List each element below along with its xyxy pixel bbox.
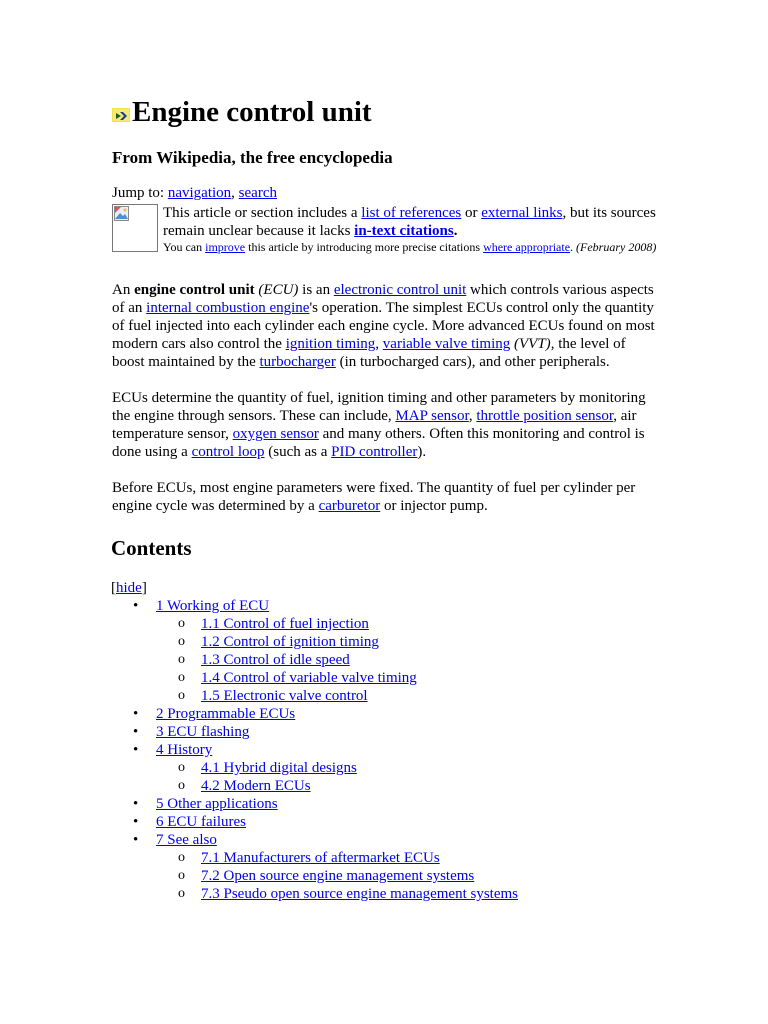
toc-bracket-open: [ [111,580,116,596]
toc-bullet: • [133,796,139,812]
toc-sublist [156,849,657,903]
internal-combustion-engine-link[interactable]: internal combustion engine [146,300,310,316]
toc-sub-bullet: o [178,634,185,649]
toc-bullet: • [133,832,139,848]
notice-text-3: , but its sources remain unclear because it lacks [163,205,656,239]
toc-link[interactable]: 7 See also [156,832,217,848]
p2-text: (such as a [264,444,332,460]
turbocharger-link[interactable]: turbocharger [259,354,336,370]
title-row [112,90,657,134]
carburetor-link[interactable]: carburetor [318,498,381,514]
toc-sublink[interactable]: 4.1 Hybrid digital designs [201,760,357,776]
toc-subitem [156,759,657,777]
toc-subitem [156,651,657,669]
map-sensor-link[interactable]: MAP sensor [395,408,469,424]
p2-text: and many others. Often this monitoring and control is done using a [112,426,645,460]
p1-text: is an [298,282,334,298]
toc-sublink[interactable]: 1.4 Control of variable valve timing [201,670,417,686]
toc-link[interactable]: 5 Other applications [156,796,278,812]
toc-sublink[interactable]: 1.2 Control of ignition timing [201,634,379,650]
article-page [112,90,657,903]
broken-image-icon [112,204,158,252]
toc-item [112,741,657,795]
improve-link[interactable]: improve [205,240,246,254]
p1-abbr-ecu: (ECU) [258,282,299,298]
toc-sub-bullet: o [178,616,185,631]
toc-bullet: • [133,724,139,740]
p1-text: , [375,336,383,352]
toc-item [112,813,657,831]
toc-sublist [156,759,657,795]
page-title: Engine control unit [132,96,372,128]
notice-sub [163,240,657,255]
toc-sublink[interactable]: 7.1 Manufacturers of aftermarket ECUs [201,850,440,866]
toc-link[interactable]: 4 History [156,742,213,758]
toc-link[interactable]: 2 Programmable ECUs [156,706,296,722]
intro-paragraph [112,281,657,371]
toc-sub-bullet: o [178,670,185,685]
toc-item [112,795,657,813]
toc-bullet: • [133,598,139,614]
toc-subitem [156,849,657,867]
toc-sublist [156,615,657,705]
p1-text: , the level of boost maintained by the [112,336,626,370]
toc-bullet: • [133,814,139,830]
toc-sub-bullet: o [178,868,185,883]
toc-subitem [156,615,657,633]
variable-valve-timing-link[interactable]: variable valve timing [382,336,511,352]
p1-abbr-vvt: (VVT) [514,336,551,352]
notice-text-4: . [453,223,458,239]
jump-navigation-link[interactable]: navigation [167,185,232,201]
jump-prefix: Jump to: [112,185,168,201]
p1-text: (in turbocharged cars), and other peripherals. [335,354,610,370]
toc-sublink[interactable]: 7.2 Open source engine management systems [201,868,475,884]
toc-link[interactable]: 6 ECU failures [156,814,246,830]
p1-text: which controls various aspects of an [112,282,654,316]
toc-subitem [156,777,657,795]
p1-text: 's operation. The simplest ECUs control only the quantity of fuel injected into each cylinder each engine cycle. More advanced ECUs found on most modern cars also control the [112,300,655,352]
toc-subitem [156,633,657,651]
toc-toggle [111,579,657,597]
toc-sublink[interactable]: 1.1 Control of fuel injection [201,616,369,632]
toc-sub-bullet: o [178,778,185,793]
citation-notice [112,204,657,255]
p1-bold-term: engine control unit [134,282,255,298]
toc-sublink[interactable]: 4.2 Modern ECUs [201,778,311,794]
toc-sub-bullet: o [178,760,185,775]
toc-link[interactable]: 1 Working of ECU [156,598,270,614]
notice-sub-text-2: this article by introducing more precise citations [245,240,484,254]
notice-main [163,204,657,240]
toc-sublink[interactable]: 1.5 Electronic valve control [201,688,368,704]
toc-subitem [156,669,657,687]
jump-search-link[interactable]: search [238,185,277,201]
toc-bullet: • [133,742,139,758]
notice-sub-text-1: You can [163,240,206,254]
toc-sub-bullet: o [178,850,185,865]
notice-text-1: This article or section includes a [163,205,362,221]
toc-subitem [156,867,657,885]
toc-sub-bullet: o [178,886,185,901]
where-appropriate-link[interactable]: where appropriate [483,240,571,254]
toc-bullet: • [133,706,139,722]
toc-list [112,597,657,903]
p2-text: ECUs determine the quantity of fuel, ignition timing and other parameters by monitoring the engine through sensors. These can include, [112,390,646,424]
toc-item [112,723,657,741]
in-text-citations-link[interactable]: in-text citations [354,223,454,239]
notice-sub-text-3: . [570,240,577,254]
jump-links [112,184,657,202]
toc-sublink[interactable]: 7.3 Pseudo open source engine management systems [201,886,519,902]
page-subtitle: From Wikipedia, the free encyclopedia [112,148,393,167]
p2-text: ). [417,444,427,460]
toc-hide-link[interactable]: hide [116,580,142,596]
control-loop-link[interactable]: control loop [191,444,265,460]
p3-text: Before ECUs, most engine parameters were fixed. The quantity of fuel per cylinder per engine cycle was determined by a [112,480,636,514]
toc-link[interactable]: 3 ECU flashing [156,724,250,740]
toc-heading: Contents [111,536,192,560]
electronic-control-unit-link[interactable]: electronic control unit [333,282,467,298]
toc-sub-bullet: o [178,652,185,667]
ignition-timing-link[interactable]: ignition timing [285,336,376,352]
notice-text-2: or [461,205,482,221]
notice-text [163,204,657,255]
toc-sub-bullet: o [178,688,185,703]
throttle-position-sensor-link[interactable]: throttle position sensor [476,408,614,424]
oxygen-sensor-link[interactable]: oxygen sensor [232,426,319,442]
toc-item [112,597,657,705]
toc-bracket-close: ] [141,580,147,596]
p3-text: or injector pump. [380,498,488,514]
toc-sublink[interactable]: 1.3 Control of idle speed [201,652,350,668]
sensors-paragraph [112,389,657,461]
jump-separator: , [231,185,239,201]
wikipedia-icon [112,107,130,123]
p1-text: An [112,282,135,298]
history-paragraph [112,479,657,515]
list-of-references-link[interactable]: list of references [361,205,462,221]
notice-date: (February 2008) [576,240,657,254]
toc-item [112,705,657,723]
toc-subitem [156,885,657,903]
pid-controller-link[interactable]: PID controller [331,444,418,460]
p2-text: , [468,408,477,424]
external-links-link[interactable]: external links [481,205,563,221]
toc-subitem [156,687,657,705]
toc-item [112,831,657,903]
p2-text: , air temperature sensor, [112,408,637,442]
